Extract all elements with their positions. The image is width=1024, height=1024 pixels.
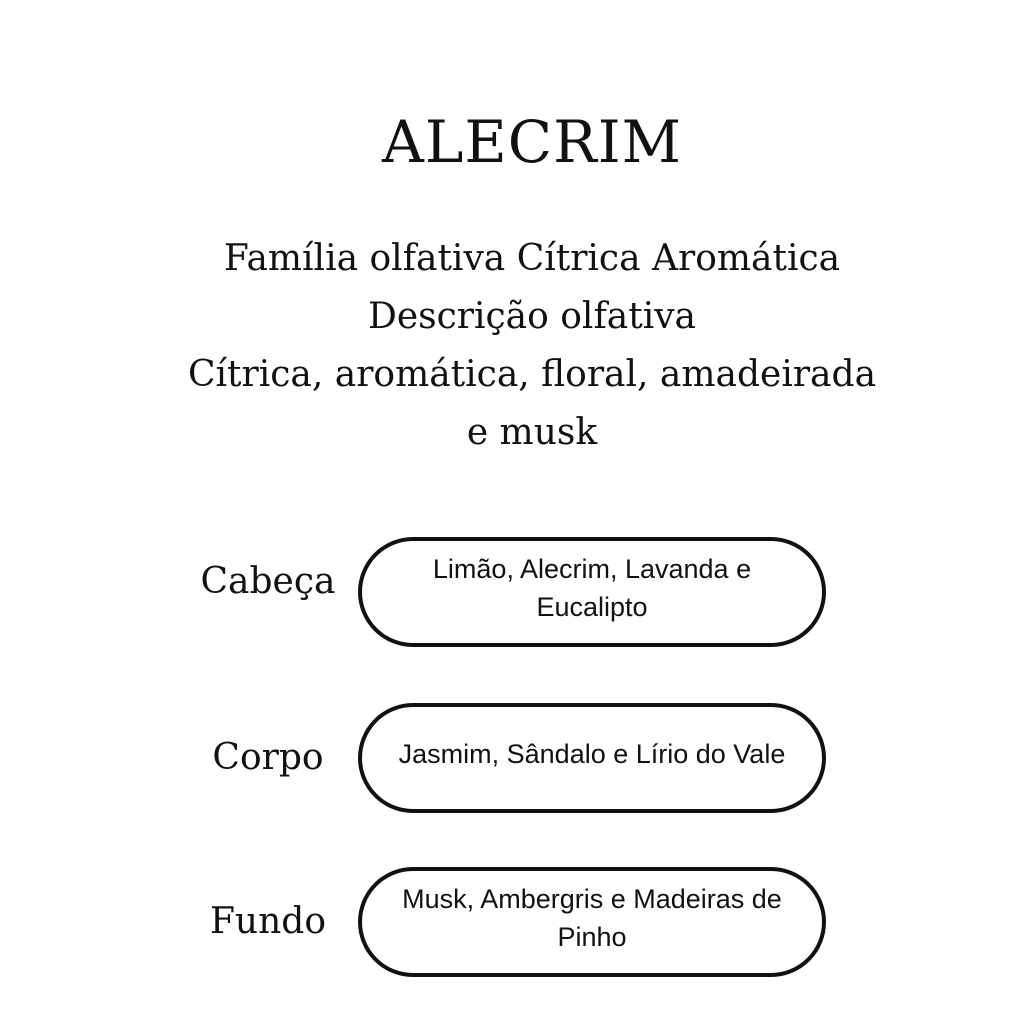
- note-label-fundo: Fundo: [209, 901, 327, 942]
- note-box-corpo: [358, 703, 826, 813]
- page-title: ALECRIM: [381, 108, 683, 176]
- olfactory-family: Família olfativa Cítrica Aromática: [223, 238, 841, 279]
- note-label-cabeca: Cabeça: [200, 561, 336, 602]
- note-text-fundo: Musk, Ambergris e Madeiras de Pinho: [402, 884, 782, 952]
- note-text-corpo: Jasmim, Sândalo e Lírio do Vale: [398, 739, 786, 769]
- olfactory-description-line: e musk: [466, 412, 598, 453]
- note-label-corpo: Corpo: [212, 737, 324, 778]
- note-box-fundo: [358, 867, 826, 977]
- olfactory-description-line: Cítrica, aromática, floral, amadeirada: [187, 354, 877, 395]
- note-text-cabeca: Limão, Alecrim, Lavanda e Eucalipto: [432, 554, 752, 622]
- olfactory-description-heading: Descrição olfativa: [367, 296, 697, 337]
- note-box-cabeca: [358, 537, 826, 647]
